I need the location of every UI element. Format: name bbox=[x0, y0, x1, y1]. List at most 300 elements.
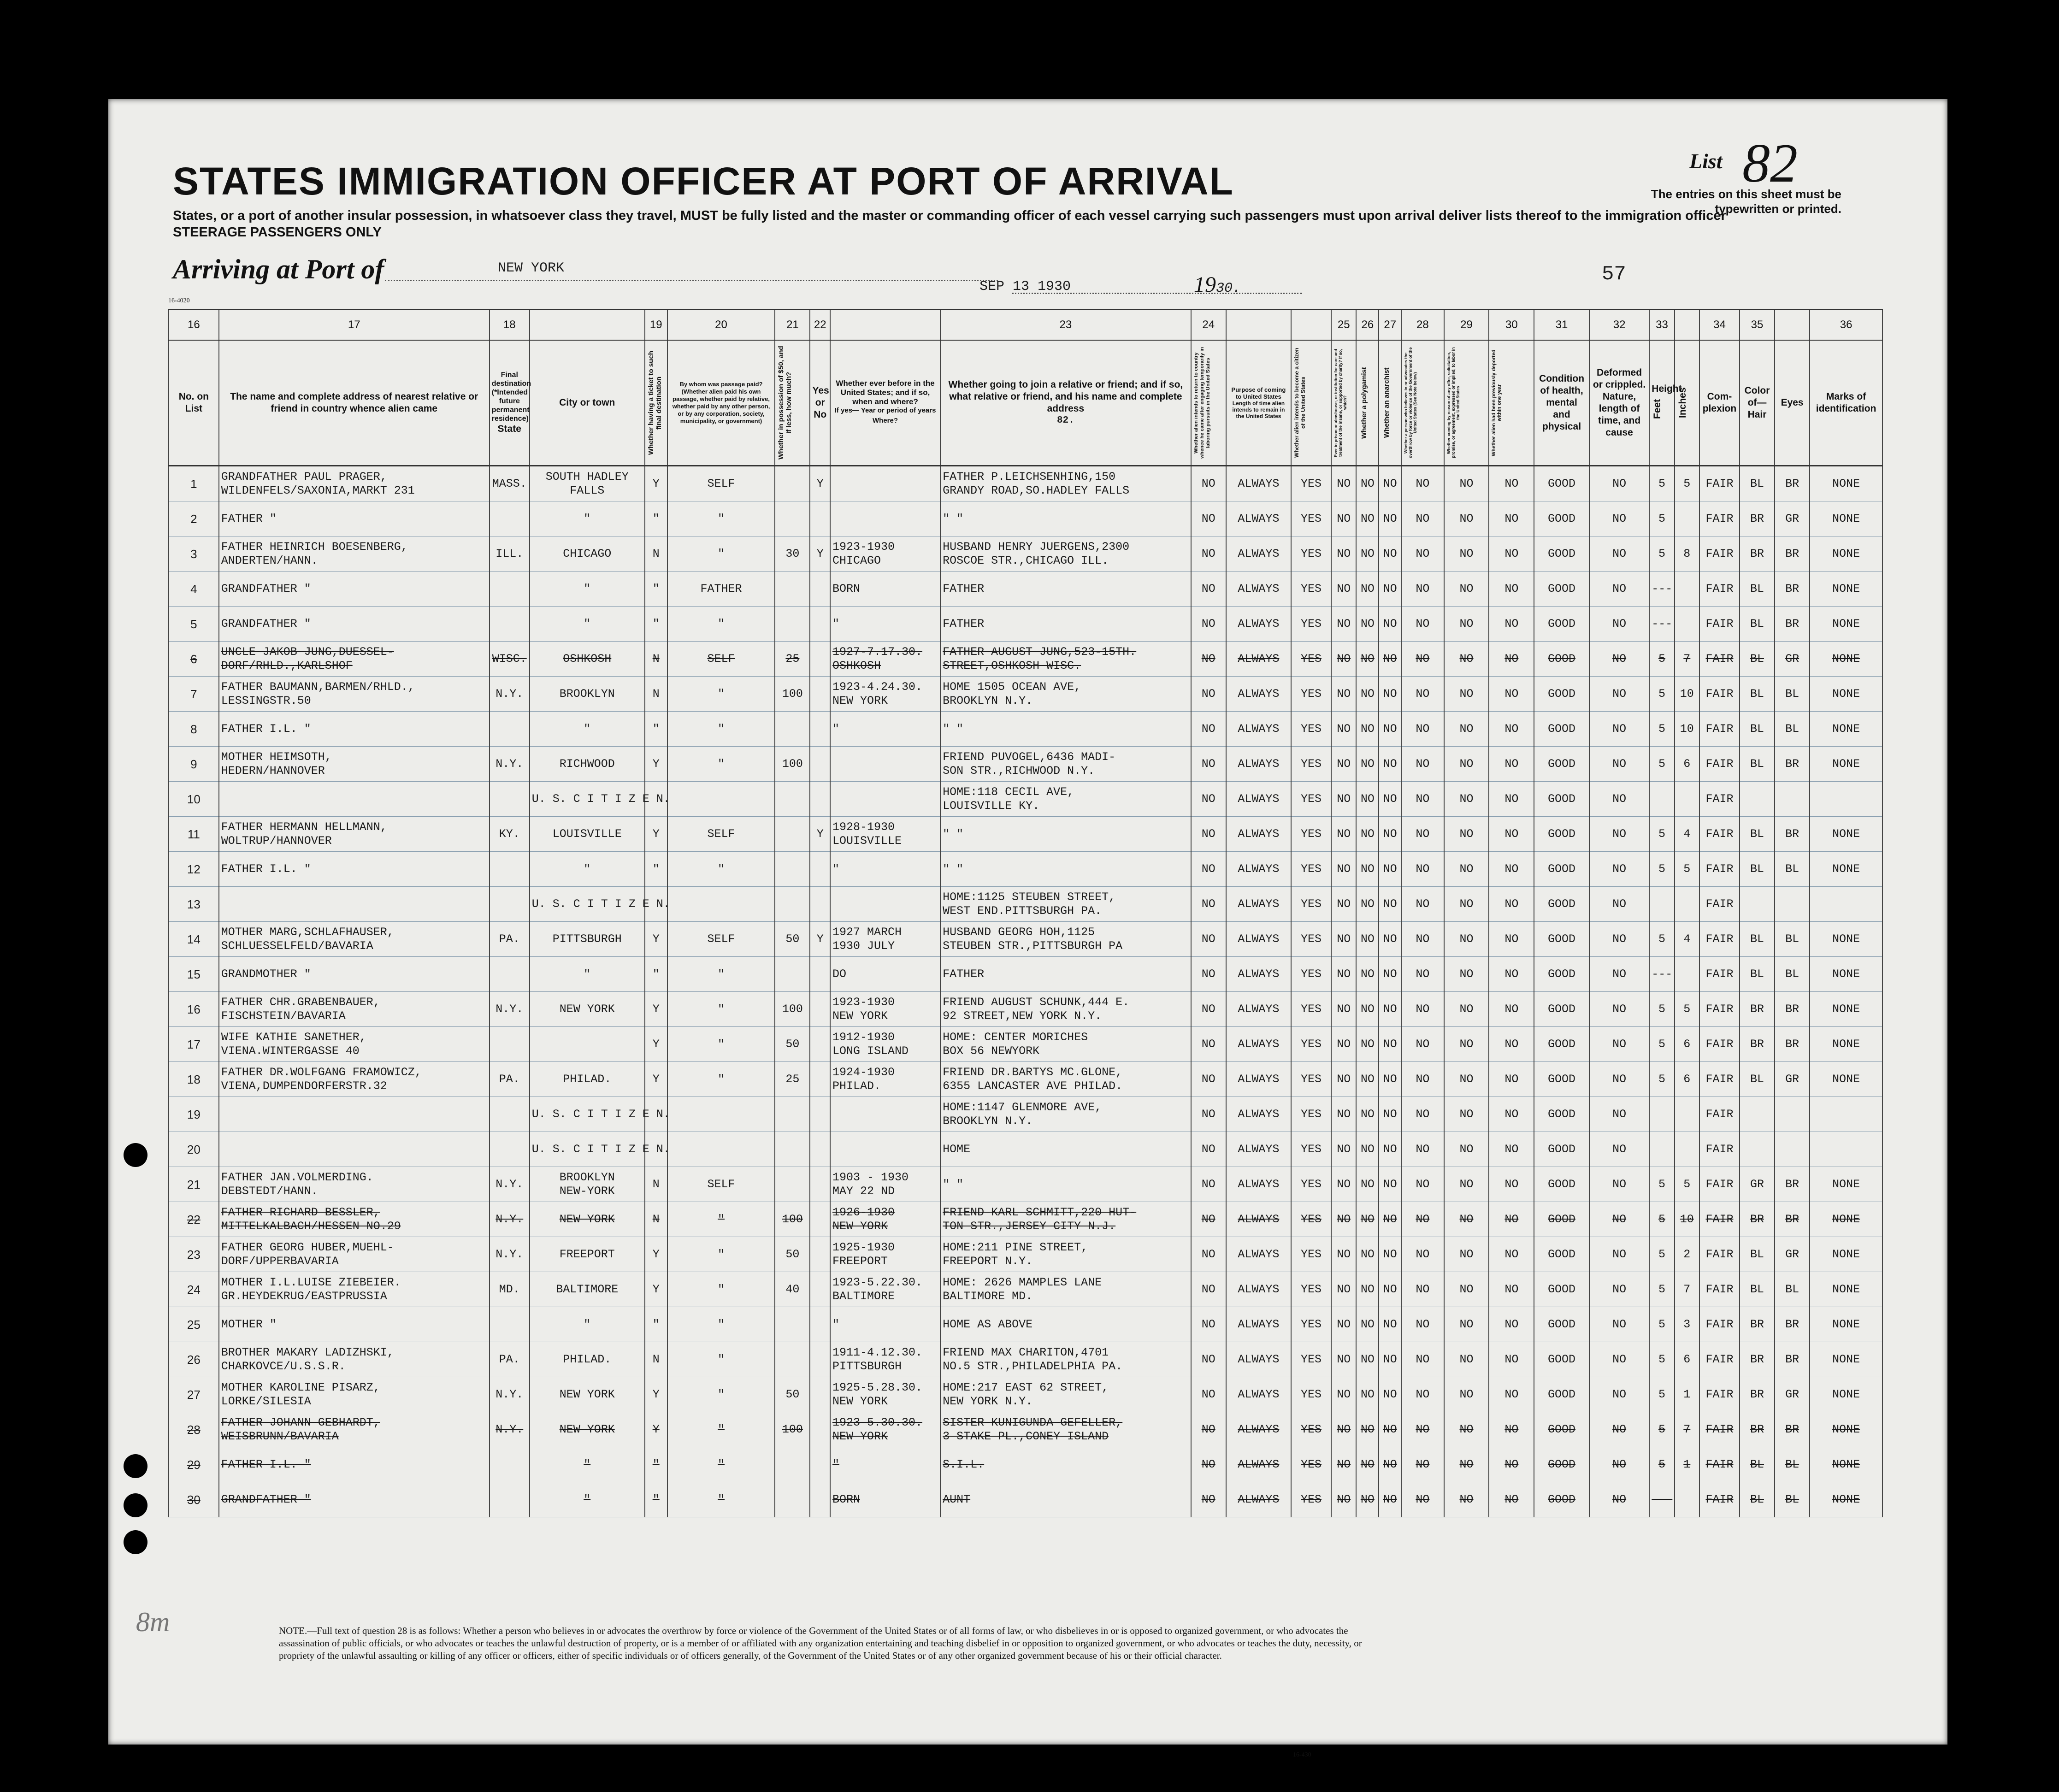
header-inches-label: Inches bbox=[1677, 387, 1688, 419]
hair-color: BL bbox=[1740, 572, 1775, 607]
period-where-line: 1923-5.30.30. bbox=[832, 1415, 922, 1429]
relative-address bbox=[219, 466, 490, 501]
overthrow-value: NO bbox=[1401, 1027, 1444, 1062]
dest-state bbox=[490, 887, 530, 922]
dest-city bbox=[530, 607, 645, 642]
polygamist-value: NO bbox=[1356, 572, 1379, 607]
deformed-value: NO bbox=[1589, 536, 1649, 572]
height-feet: 5 bbox=[1649, 1167, 1674, 1202]
ticket-value: " bbox=[645, 852, 667, 887]
column-number: 25 bbox=[1331, 310, 1356, 341]
joining-relative-line: GRANDY ROAD,SO.HADLEY FALLS bbox=[943, 483, 1130, 497]
joining-relative-line: 3 STAKE PL.,CONEY ISLAND bbox=[943, 1429, 1109, 1443]
polygamist-value: NO bbox=[1356, 1377, 1379, 1412]
length-stay: ALWAYS bbox=[1226, 1342, 1291, 1377]
return-value: NO bbox=[1191, 1062, 1226, 1097]
deformed-value: NO bbox=[1589, 501, 1649, 536]
joining-relative bbox=[940, 817, 1191, 852]
return-value: NO bbox=[1191, 852, 1226, 887]
subtitle-line-2: STEERAGE PASSENGERS ONLY bbox=[173, 225, 382, 240]
header-nearest-relative: The name and complete address of nearest relative or friend in country whence alien came bbox=[219, 340, 490, 466]
relative-address-line: LORKE/SILESIA bbox=[221, 1394, 311, 1408]
period-where-line: LOUISVILLE bbox=[832, 834, 902, 848]
polygamist-value: NO bbox=[1356, 712, 1379, 747]
passage-paid: SELF bbox=[667, 922, 775, 957]
eye-color: BR bbox=[1775, 1027, 1810, 1062]
period-where bbox=[830, 712, 940, 747]
health-value: GOOD bbox=[1534, 1027, 1589, 1062]
header-anarchist bbox=[1379, 340, 1401, 466]
anarchist-value: NO bbox=[1379, 642, 1401, 677]
prison-value: NO bbox=[1331, 782, 1356, 817]
dest-city bbox=[530, 817, 645, 852]
height-feet: 5 bbox=[1649, 501, 1674, 536]
complexion-value: FAIR bbox=[1699, 1167, 1740, 1202]
polygamist-value: NO bbox=[1356, 852, 1379, 887]
citizen-intent: YES bbox=[1291, 607, 1331, 642]
length-stay: ALWAYS bbox=[1226, 572, 1291, 607]
height-feet: --- bbox=[1649, 607, 1674, 642]
period-where-line: 1903 - 1930 bbox=[832, 1170, 909, 1184]
relative-address bbox=[219, 747, 490, 782]
row-number: 7 bbox=[169, 677, 219, 712]
period-where bbox=[830, 572, 940, 607]
relative-address bbox=[219, 922, 490, 957]
complexion-value: FAIR bbox=[1699, 1097, 1740, 1132]
height-feet: 5 bbox=[1649, 817, 1674, 852]
relative-address-line: WILDENFELS/SAXONIA,MARKT 231 bbox=[221, 483, 415, 497]
hair-color: BL bbox=[1740, 1272, 1775, 1307]
labor-value: NO bbox=[1444, 1062, 1489, 1097]
column-number: 21 bbox=[775, 310, 810, 341]
dest-city bbox=[530, 1027, 645, 1062]
relative-address-line: FATHER CHR.GRABENBAUER, bbox=[221, 995, 380, 1009]
polygamist-value: NO bbox=[1356, 1447, 1379, 1482]
dest-city bbox=[530, 992, 645, 1027]
relative-address-line: HEDERN/HANNOVER bbox=[221, 764, 325, 778]
overthrow-value: NO bbox=[1401, 1062, 1444, 1097]
manifest-row bbox=[169, 1027, 1882, 1062]
labor-value: NO bbox=[1444, 1132, 1489, 1167]
passage-paid: " bbox=[667, 501, 775, 536]
deported-value: NO bbox=[1489, 1202, 1534, 1237]
deformed-value: NO bbox=[1589, 852, 1649, 887]
eye-color: BL bbox=[1775, 712, 1810, 747]
ticket-value: " bbox=[645, 712, 667, 747]
binder-hole bbox=[124, 1493, 147, 1517]
length-stay: ALWAYS bbox=[1226, 1237, 1291, 1272]
prison-value: NO bbox=[1331, 1342, 1356, 1377]
header-joining-label: Whether going to join a relative or friend; and if so, what relative or friend, and his name and complete address bbox=[948, 379, 1183, 414]
joining-relative bbox=[940, 1097, 1191, 1132]
deported-value: NO bbox=[1489, 1412, 1534, 1447]
year-prefix: 19 bbox=[1194, 272, 1216, 297]
dest-city bbox=[530, 922, 645, 957]
citizen-intent: YES bbox=[1291, 1307, 1331, 1342]
footnote-code: 16-430 bbox=[1293, 1751, 1311, 1758]
health-value: GOOD bbox=[1534, 992, 1589, 1027]
money-value bbox=[775, 1482, 810, 1517]
complexion-value: FAIR bbox=[1699, 782, 1740, 817]
header-prison-label: Ever in prison or almshouse, or institution for care and treatment of the insane, or supported by charity? If so, which? bbox=[1333, 348, 1348, 457]
dest-city-line: FREEPORT bbox=[559, 1247, 615, 1261]
deformed-value: NO bbox=[1589, 922, 1649, 957]
joining-relative bbox=[940, 887, 1191, 922]
relative-address-line: GRANDMOTHER " bbox=[221, 967, 311, 981]
ticket-value: " bbox=[645, 1447, 667, 1482]
complexion-value: FAIR bbox=[1699, 536, 1740, 572]
period-where bbox=[830, 922, 940, 957]
joining-relative-line: HOME 1505 OCEAN AVE, bbox=[943, 680, 1081, 694]
joining-relative-line: FREEPORT N.Y. bbox=[943, 1254, 1033, 1268]
manifest-row bbox=[169, 1482, 1882, 1517]
eye-color: GR bbox=[1775, 1377, 1810, 1412]
joining-relative-line: " " bbox=[943, 862, 964, 876]
polygamist-value: NO bbox=[1356, 1237, 1379, 1272]
period-where bbox=[830, 957, 940, 992]
period-where-line: LONG ISLAND bbox=[832, 1044, 909, 1058]
marks-value: NONE bbox=[1810, 1377, 1882, 1412]
deformed-value: NO bbox=[1589, 1307, 1649, 1342]
return-value: NO bbox=[1191, 992, 1226, 1027]
ticket-value: " bbox=[645, 1482, 667, 1517]
period-where-line: 1925-1930 bbox=[832, 1240, 895, 1254]
period-where bbox=[830, 992, 940, 1027]
row-number: 25 bbox=[169, 1307, 219, 1342]
marks-value: NONE bbox=[1810, 642, 1882, 677]
relative-address-line: FATHER I.L. " bbox=[221, 722, 311, 736]
height-inches: 10 bbox=[1675, 712, 1699, 747]
hair-color: BL bbox=[1740, 957, 1775, 992]
dest-city-line: BALTIMORE bbox=[556, 1282, 619, 1296]
return-value: NO bbox=[1191, 1132, 1226, 1167]
been-before bbox=[810, 572, 830, 607]
anarchist-value: NO bbox=[1379, 1307, 1401, 1342]
length-stay: ALWAYS bbox=[1226, 1377, 1291, 1412]
return-value: NO bbox=[1191, 922, 1226, 957]
labor-value: NO bbox=[1444, 1167, 1489, 1202]
period-where-line: 1923-5.22.30. bbox=[832, 1275, 922, 1289]
dest-state: ILL. bbox=[490, 536, 530, 572]
relative-address-line: LESSINGSTR.50 bbox=[221, 694, 311, 707]
length-stay: ALWAYS bbox=[1226, 992, 1291, 1027]
dest-state: N.Y. bbox=[490, 1167, 530, 1202]
period-where-line: NEW YORK bbox=[832, 1394, 888, 1408]
deported-value: NO bbox=[1489, 536, 1534, 572]
row-number: 14 bbox=[169, 922, 219, 957]
joining-relative-line: HOME:1125 STEUBEN STREET, bbox=[943, 890, 1116, 904]
hair-color: BR bbox=[1740, 1377, 1775, 1412]
dest-state bbox=[490, 957, 530, 992]
joining-relative-line: AUNT bbox=[943, 1492, 971, 1506]
hair-color: BL bbox=[1740, 922, 1775, 957]
been-before bbox=[810, 992, 830, 1027]
height-inches: 10 bbox=[1675, 677, 1699, 712]
health-value: GOOD bbox=[1534, 607, 1589, 642]
dest-city-line: BROOKLYN bbox=[559, 687, 615, 701]
been-before bbox=[810, 852, 830, 887]
overthrow-value: NO bbox=[1401, 501, 1444, 536]
relative-address bbox=[219, 992, 490, 1027]
height-inches: 5 bbox=[1675, 992, 1699, 1027]
port-value: NEW YORK bbox=[498, 260, 565, 276]
dest-state: WISC. bbox=[490, 642, 530, 677]
dest-state bbox=[490, 852, 530, 887]
dest-city-line: LOUISVILLE bbox=[552, 827, 622, 841]
row-number: 23 bbox=[169, 1237, 219, 1272]
hair-color bbox=[1740, 1132, 1775, 1167]
hair-color bbox=[1740, 887, 1775, 922]
polygamist-value: NO bbox=[1356, 747, 1379, 782]
been-before bbox=[810, 1202, 830, 1237]
ticket-value: " bbox=[645, 607, 667, 642]
dest-city-line: PHILAD. bbox=[563, 1072, 612, 1086]
citizen-intent: YES bbox=[1291, 466, 1331, 501]
eye-color: BR bbox=[1775, 607, 1810, 642]
overthrow-value: NO bbox=[1401, 536, 1444, 572]
column-number bbox=[1675, 310, 1699, 341]
year-suffix: 30. bbox=[1216, 281, 1241, 296]
column-number: 29 bbox=[1444, 310, 1489, 341]
dest-state: MD. bbox=[490, 1272, 530, 1307]
passage-paid: " bbox=[667, 852, 775, 887]
eye-color bbox=[1775, 1132, 1810, 1167]
eye-color: BR bbox=[1775, 1167, 1810, 1202]
height-inches: 8 bbox=[1675, 536, 1699, 572]
header-height-label: Height bbox=[1652, 383, 1682, 394]
hair-color: BR bbox=[1740, 536, 1775, 572]
deformed-value: NO bbox=[1589, 1062, 1649, 1097]
footnote: NOTE.—Full text of question 28 is as follows: Whether a person who believes in or advocates the overthrow by force or violence of the Government of the United States or of all forms of law, or who disbelieves in or is opposed to organized government, or who advocates the assassination of public officials, or who advocates or teaches the unlawful destruction of property, or is a member of or affiliated with any organization entertaining and teaching disbelief in or opposition to organized government, or who advocates or teaches the duty, necessity, or propriety of the unlawful assaulting or killing of any officer or officers, either of specific individuals or of officers generally, of the Government of the United States or of any other organized government because of his or their official character. bbox=[279, 1625, 1362, 1661]
deformed-value: NO bbox=[1589, 1132, 1649, 1167]
deported-value: NO bbox=[1489, 1272, 1534, 1307]
height-feet: --- bbox=[1649, 957, 1674, 992]
joining-relative bbox=[940, 501, 1191, 536]
complexion-value: FAIR bbox=[1699, 992, 1740, 1027]
ticket-value: Y bbox=[645, 1237, 667, 1272]
labor-value: NO bbox=[1444, 852, 1489, 887]
period-where-line: 1911-4.12.30. bbox=[832, 1345, 922, 1359]
list-label: List bbox=[1689, 149, 1723, 173]
polygamist-value: NO bbox=[1356, 607, 1379, 642]
height-inches bbox=[1675, 607, 1699, 642]
joining-relative-line: LOUISVILLE KY. bbox=[943, 799, 1040, 813]
money-value bbox=[775, 1097, 810, 1132]
length-stay: ALWAYS bbox=[1226, 1027, 1291, 1062]
dest-city-line: NEW YORK bbox=[559, 1212, 615, 1226]
binder-hole bbox=[77, 618, 101, 642]
passage-paid bbox=[667, 782, 775, 817]
height-feet: 5 bbox=[1649, 1307, 1674, 1342]
header-hair bbox=[1740, 340, 1775, 466]
overthrow-value: NO bbox=[1401, 782, 1444, 817]
been-before: Y bbox=[810, 817, 830, 852]
anarchist-value: NO bbox=[1379, 1412, 1401, 1447]
dest-city bbox=[530, 1062, 645, 1097]
return-value: NO bbox=[1191, 536, 1226, 572]
joining-relative bbox=[940, 1272, 1191, 1307]
period-where bbox=[830, 852, 940, 887]
height-feet bbox=[1649, 782, 1674, 817]
height-inches bbox=[1675, 1482, 1699, 1517]
height-inches: 4 bbox=[1675, 817, 1699, 852]
period-where bbox=[830, 1342, 940, 1377]
passage-paid bbox=[667, 1097, 775, 1132]
dest-city-line: CHICAGO bbox=[563, 547, 612, 560]
money-value: 100 bbox=[775, 992, 810, 1027]
joining-relative-line: FRIEND AUGUST SCHUNK,444 E. bbox=[943, 995, 1130, 1009]
deformed-value: NO bbox=[1589, 1447, 1649, 1482]
return-value: NO bbox=[1191, 466, 1226, 501]
joining-relative bbox=[940, 1342, 1191, 1377]
period-where-line: 1928-1930 bbox=[832, 820, 895, 834]
joining-relative-line: SON STR.,RICHWOOD N.Y. bbox=[943, 764, 1095, 778]
height-feet: 5 bbox=[1649, 922, 1674, 957]
joining-relative bbox=[940, 782, 1191, 817]
anarchist-value: NO bbox=[1379, 1342, 1401, 1377]
anarchist-value: NO bbox=[1379, 1062, 1401, 1097]
period-where bbox=[830, 1377, 940, 1412]
deported-value: NO bbox=[1489, 1447, 1534, 1482]
money-value bbox=[775, 1447, 810, 1482]
height-inches: 6 bbox=[1675, 1027, 1699, 1062]
header-money-label: Whether in possession of $50, and if less, how much? bbox=[777, 346, 793, 460]
money-value bbox=[775, 1307, 810, 1342]
column-number-row bbox=[169, 310, 1882, 341]
dest-city bbox=[530, 957, 645, 992]
period-where-line: PITTSBURGH bbox=[832, 1359, 902, 1373]
period-where-line: " bbox=[832, 722, 839, 736]
relative-address-line: ANDERTEN/HANN. bbox=[221, 554, 318, 567]
health-value: GOOD bbox=[1534, 1097, 1589, 1132]
height-feet: --- bbox=[1649, 572, 1674, 607]
height-feet: 5 bbox=[1649, 1272, 1674, 1307]
complexion-value: FAIR bbox=[1699, 1062, 1740, 1097]
period-where-line: 1925-5.28.30. bbox=[832, 1380, 922, 1394]
period-where bbox=[830, 1132, 940, 1167]
anarchist-value: NO bbox=[1379, 712, 1401, 747]
header-purpose-length bbox=[1226, 340, 1291, 466]
joining-relative-line: BOX 56 NEWYORK bbox=[943, 1044, 1040, 1058]
hair-color: BR bbox=[1740, 992, 1775, 1027]
citizen-intent: YES bbox=[1291, 572, 1331, 607]
height-inches bbox=[1675, 1132, 1699, 1167]
joining-relative bbox=[940, 1377, 1191, 1412]
manifest-row bbox=[169, 1412, 1882, 1447]
money-value: 50 bbox=[775, 1237, 810, 1272]
height-feet: 5 bbox=[1649, 1447, 1674, 1482]
joining-relative bbox=[940, 1447, 1191, 1482]
binder-hole bbox=[77, 530, 101, 554]
overthrow-value: NO bbox=[1401, 572, 1444, 607]
period-where-line: 1923-1930 bbox=[832, 995, 895, 1009]
complexion-value: FAIR bbox=[1699, 1447, 1740, 1482]
labor-value: NO bbox=[1444, 677, 1489, 712]
joining-relative-line: FATHER bbox=[943, 967, 985, 981]
passage-paid: " bbox=[667, 1377, 775, 1412]
binder-hole bbox=[124, 1143, 147, 1167]
list-note: The entries on this sheet must be typewritten or printed. bbox=[1651, 187, 1841, 216]
column-number: 31 bbox=[1534, 310, 1589, 341]
hair-color: BR bbox=[1740, 1307, 1775, 1342]
dest-city-line: PHILAD. bbox=[563, 1352, 612, 1366]
height-inches: 5 bbox=[1675, 466, 1699, 501]
dest-state bbox=[490, 1097, 530, 1132]
length-stay: ALWAYS bbox=[1226, 1482, 1291, 1517]
return-value: NO bbox=[1191, 1237, 1226, 1272]
deformed-value: NO bbox=[1589, 607, 1649, 642]
period-where bbox=[830, 1097, 940, 1132]
overthrow-value: NO bbox=[1401, 607, 1444, 642]
eye-color: BR bbox=[1775, 817, 1810, 852]
polygamist-value: NO bbox=[1356, 957, 1379, 992]
eye-color: BR bbox=[1775, 572, 1810, 607]
anarchist-value: NO bbox=[1379, 607, 1401, 642]
return-value: NO bbox=[1191, 1342, 1226, 1377]
manifest-row bbox=[169, 642, 1882, 677]
deported-value: NO bbox=[1489, 1342, 1534, 1377]
joining-relative-line: WEST END.PITTSBURGH PA. bbox=[943, 904, 1102, 918]
complexion-value: FAIR bbox=[1699, 957, 1740, 992]
length-stay: ALWAYS bbox=[1226, 1447, 1291, 1482]
overthrow-value: NO bbox=[1401, 887, 1444, 922]
row-number: 19 bbox=[169, 1097, 219, 1132]
manifest-row bbox=[169, 1062, 1882, 1097]
been-before: Y bbox=[810, 922, 830, 957]
polygamist-value: NO bbox=[1356, 677, 1379, 712]
citizen-intent: YES bbox=[1291, 536, 1331, 572]
relative-address-line: FATHER HERMANN HELLMANN, bbox=[221, 820, 387, 834]
health-value: GOOD bbox=[1534, 466, 1589, 501]
citizen-intent: YES bbox=[1291, 1412, 1331, 1447]
sheet-number: 57 bbox=[1602, 263, 1626, 286]
column-number: 23 bbox=[940, 310, 1191, 341]
complexion-value: FAIR bbox=[1699, 1272, 1740, 1307]
height-inches: 7 bbox=[1675, 642, 1699, 677]
dest-city-line: FALLS bbox=[570, 483, 605, 497]
polygamist-value: NO bbox=[1356, 1097, 1379, 1132]
row-number: 12 bbox=[169, 852, 219, 887]
joining-relative-line: HOME bbox=[943, 1142, 971, 1156]
deformed-value: NO bbox=[1589, 466, 1649, 501]
prison-value: NO bbox=[1331, 957, 1356, 992]
length-stay: ALWAYS bbox=[1226, 852, 1291, 887]
page-title: STATES IMMIGRATION OFFICER AT PORT OF ARRIVAL bbox=[173, 159, 1234, 203]
joining-relative bbox=[940, 1202, 1191, 1237]
period-where-line: 1912-1930 bbox=[832, 1030, 895, 1044]
relative-address-line: GRANDFATHER PAUL PRAGER, bbox=[221, 470, 387, 483]
dest-city bbox=[530, 572, 645, 607]
anarchist-value: NO bbox=[1379, 817, 1401, 852]
marks-value bbox=[1810, 887, 1882, 922]
dest-city bbox=[530, 1132, 670, 1167]
passage-paid: " bbox=[667, 1412, 775, 1447]
prison-value: NO bbox=[1331, 1132, 1356, 1167]
relative-address bbox=[219, 1447, 490, 1482]
health-value: GOOD bbox=[1534, 887, 1589, 922]
been-before bbox=[810, 712, 830, 747]
overthrow-value: NO bbox=[1401, 1132, 1444, 1167]
labor-value: NO bbox=[1444, 1307, 1489, 1342]
labor-value: NO bbox=[1444, 922, 1489, 957]
deported-value: NO bbox=[1489, 1027, 1534, 1062]
polygamist-value: NO bbox=[1356, 1062, 1379, 1097]
relative-address-line: MOTHER I.L.LUISE ZIEBEIER. bbox=[221, 1275, 401, 1289]
height-inches: 6 bbox=[1675, 1342, 1699, 1377]
column-number: 22 bbox=[810, 310, 830, 341]
header-ever-before bbox=[830, 340, 940, 466]
manifest-row bbox=[169, 922, 1882, 957]
